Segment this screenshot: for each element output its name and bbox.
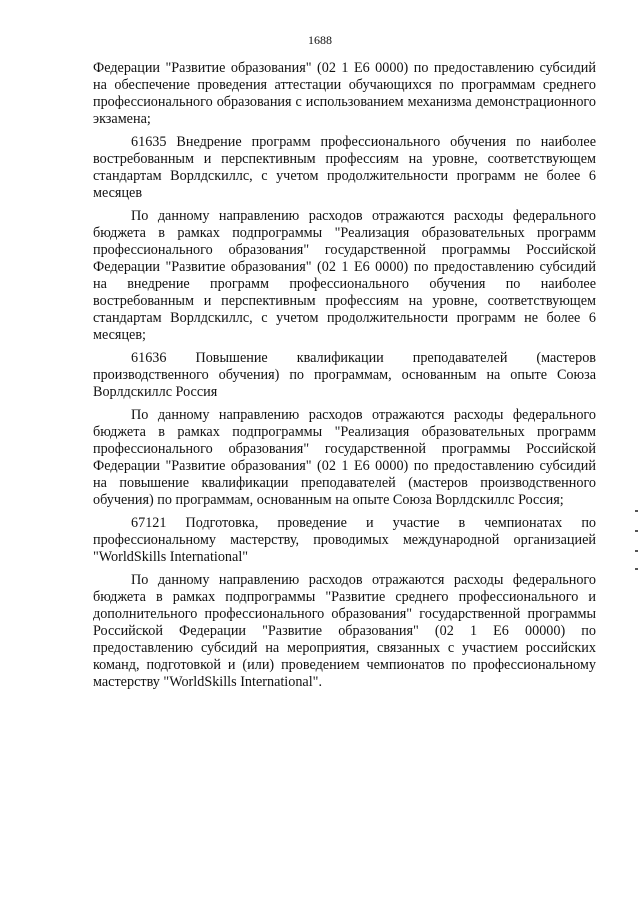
- scan-edge-marks: [634, 510, 638, 570]
- paragraph-code-61636: 61636 Повышение квалификации преподавателей (мастеров производственного обучения) по программам, основанным на опыте Союза Ворлдскиллс Россия: [93, 350, 596, 400]
- paragraph-code-61635: 61635 Внедрение программ профессионального обучения по наиболее востребованным и перспективным профессиям на уровне, соответствующем стандартам Ворлдскиллс, с учетом продолжительности программ не более 6 месяцев: [93, 134, 596, 201]
- paragraph-continuation: Федерации "Развитие образования" (02 1 Е6 0000) по предоставлению субсидий на обеспечение проведения аттестации обучающихся по программам среднего профессионального образования с использованием механизма демонстрационного экзамена;: [93, 60, 596, 127]
- paragraph-61636-description: По данному направлению расходов отражаются расходы федерального бюджета в рамках подпрограммы "Реализация образовательных программ профессионального образования" государственной программы Российской Федерации "Развитие образования" (02 1 Е6 0000) по предоставлению субсидий на повышение квалификации преподавателей (мастеров производственного обучения) по программам, основанным на опыте Союза Ворлдскиллс Россия;: [93, 407, 596, 508]
- paragraph-code-67121: 67121 Подготовка, проведение и участие в чемпионатах по профессиональному мастерству, проводимых международной организацией "WorldSkills International": [93, 515, 596, 565]
- paragraph-61635-description: По данному направлению расходов отражаются расходы федерального бюджета в рамках подпрограммы "Реализация образовательных программ профессионального образования" государственной программы Российской Федерации "Развитие образования" (02 1 Е6 0000) по предоставлению субсидий на внедрение программ профессионального обучения по наиболее востребованным и перспективным профессиям на уровне, соответствующем стандартам Ворлдскиллс, с учетом продолжительности программ не более 6 месяцев;: [93, 208, 596, 343]
- document-body: [93, 60, 596, 697]
- page-number: 1688: [308, 33, 332, 47]
- paragraph-67121-description: По данному направлению расходов отражаются расходы федерального бюджета в рамках подпрограммы "Развитие среднего профессионального и дополнительного профессионального образования" государственной программы Российской Федерации "Развитие образования" (02 1 Е6 00000) по предоставлению субсидий на мероприятия, связанных с участием российских команд, подготовкой и (или) проведением чемпионатов по профессиональному мастерству "WorldSkills International".: [93, 572, 596, 690]
